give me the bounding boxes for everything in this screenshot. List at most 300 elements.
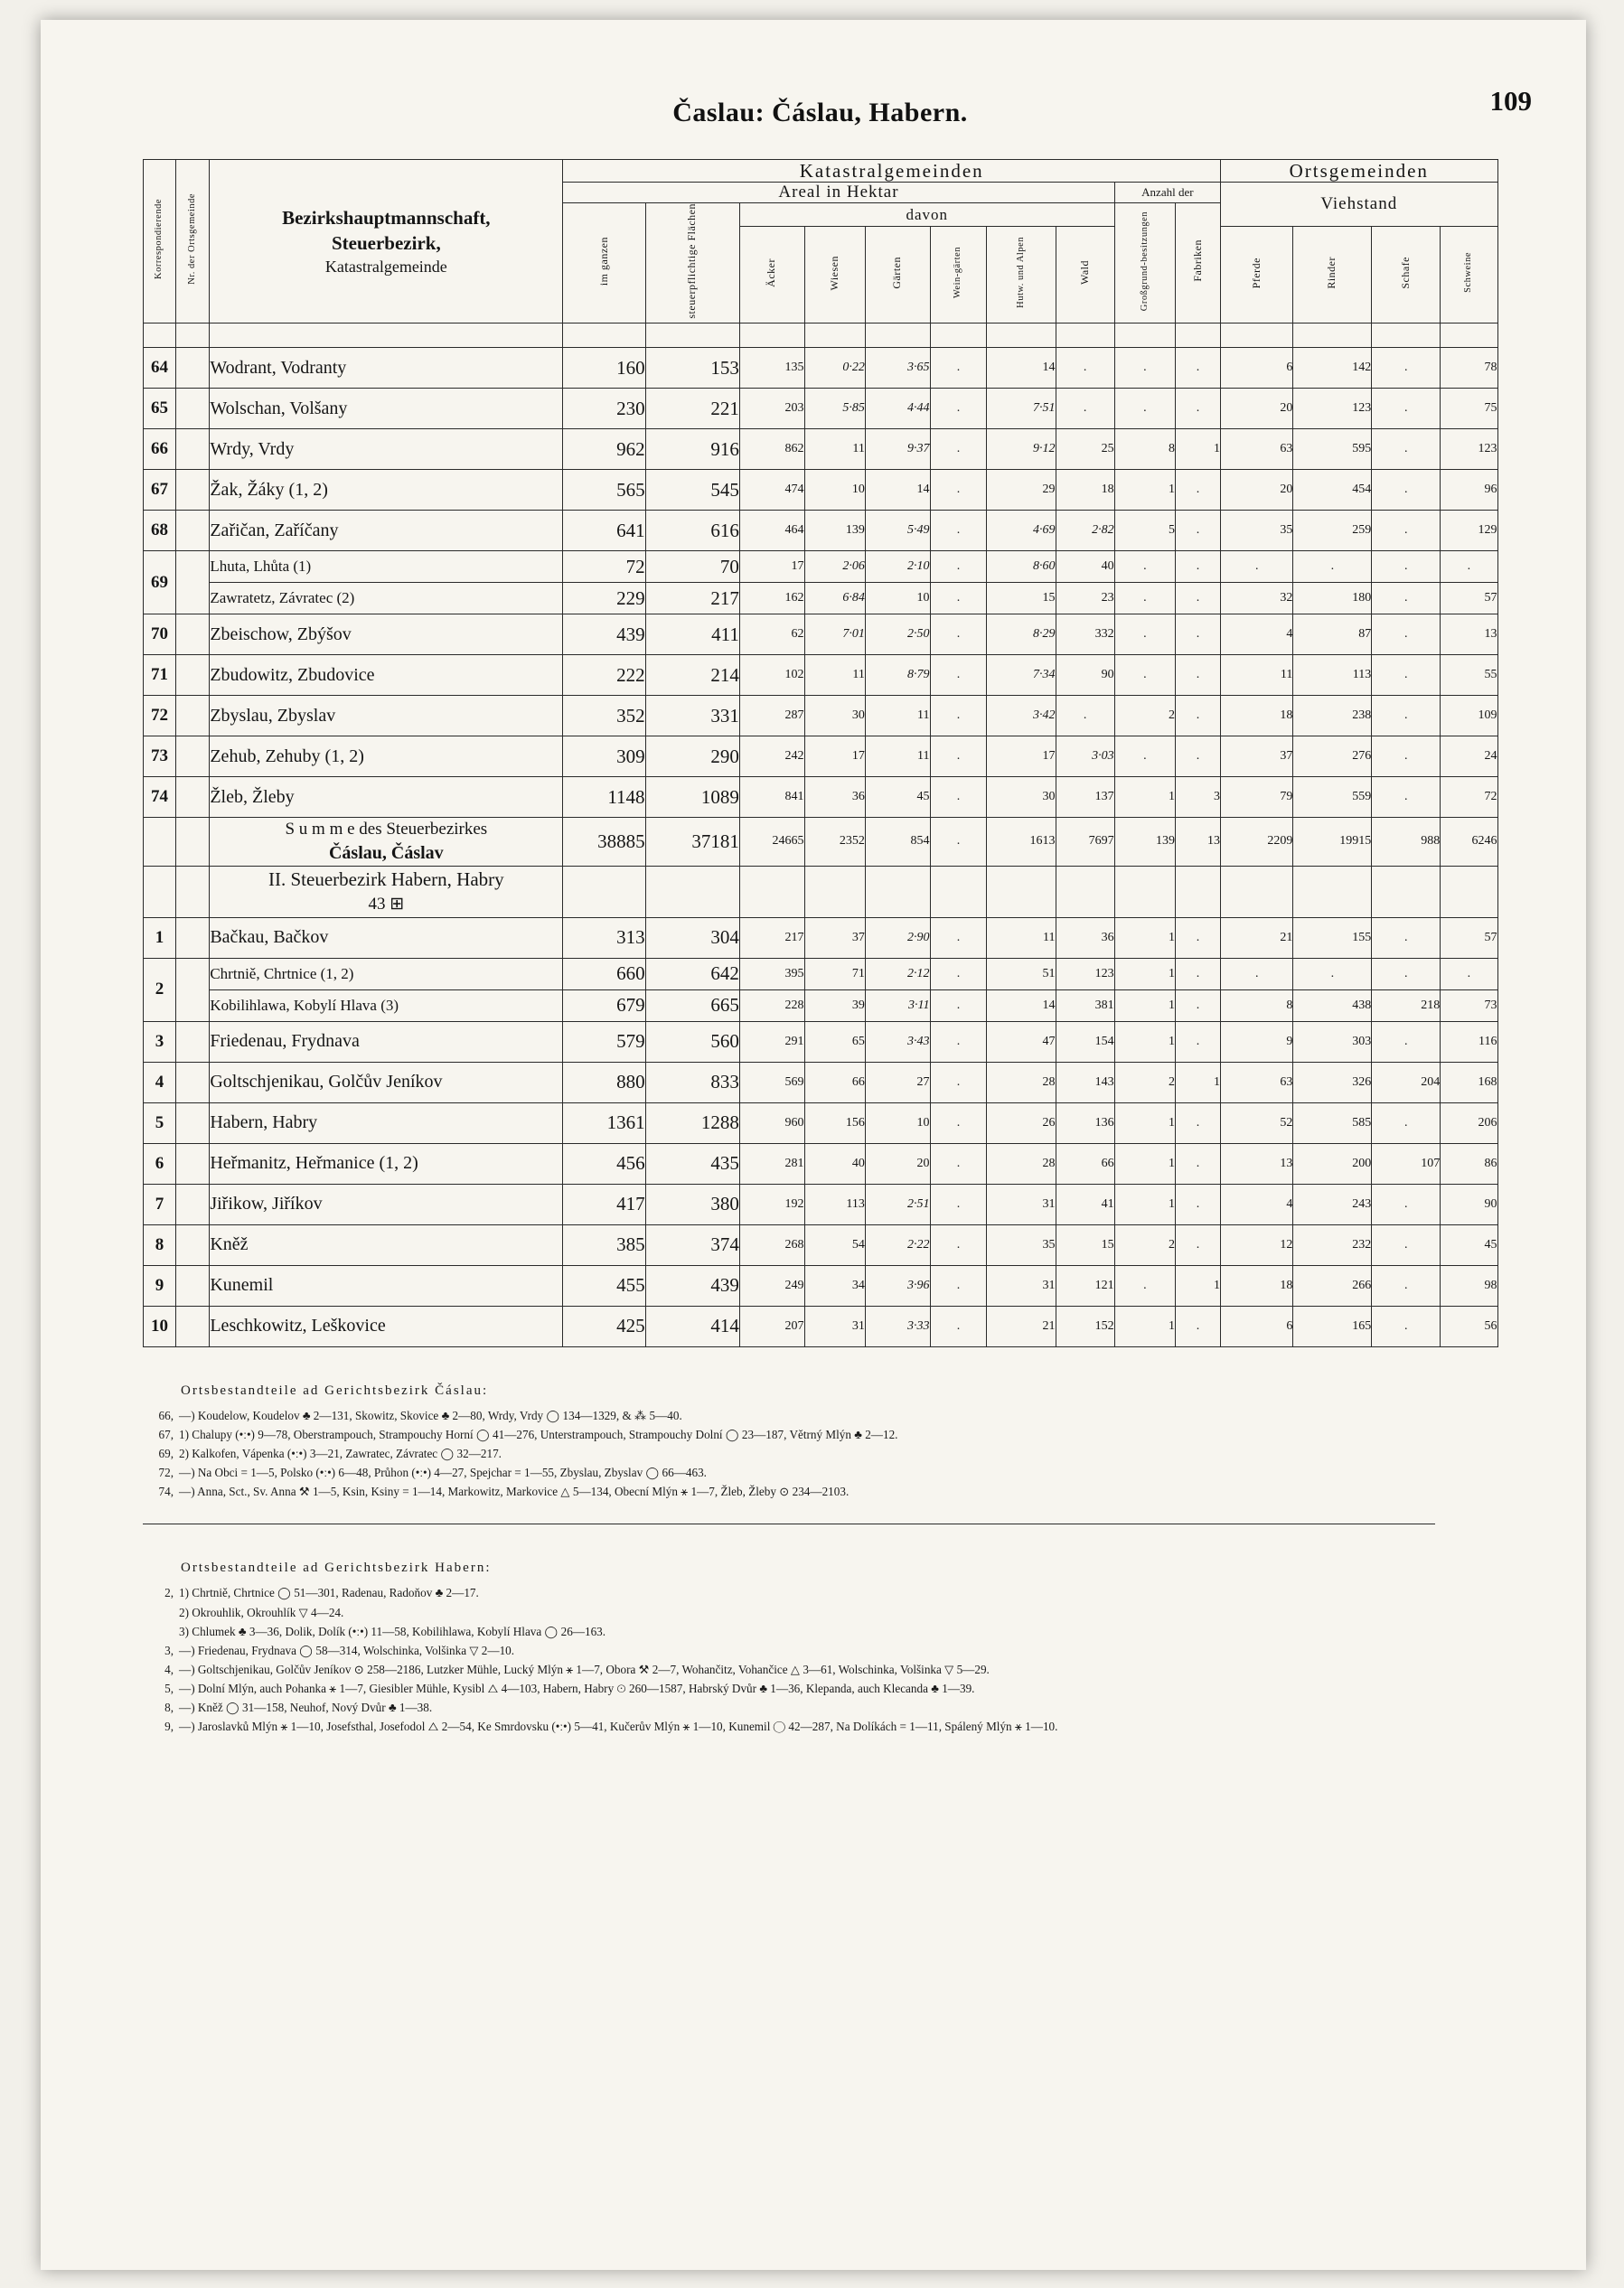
note-text: —) Friedenau, Frydnava ◯ 58—314, Wolschinka, Volšinka ▽ 2—10. (179, 1643, 515, 1657)
row-value-8: 2 (1114, 1062, 1175, 1102)
row-value-13: 56 (1441, 1306, 1497, 1346)
table-row (143, 614, 1497, 655)
row-value-5: . (930, 1102, 987, 1143)
header-pferde: Pferde (1221, 227, 1293, 324)
row-value-4: 4·44 (865, 389, 930, 429)
row-value-6: 15 (987, 583, 1056, 614)
row-value-9: . (1175, 470, 1220, 511)
row-municipality-name: Wolschan, Volšany (210, 389, 563, 429)
section-blank (865, 866, 930, 917)
row-value-9: . (1175, 389, 1220, 429)
summe-val-9: 13 (1175, 818, 1220, 867)
row-value-7: 152 (1056, 1306, 1114, 1346)
row-value-10: 8 (1221, 989, 1293, 1021)
row-value-1: 221 (645, 389, 739, 429)
row-number-orts (176, 1184, 210, 1224)
row-value-6: 31 (987, 1265, 1056, 1306)
row-value-10: 79 (1221, 777, 1293, 818)
header-schweine: Schweine (1441, 227, 1497, 324)
spacer-cell (930, 324, 987, 348)
header-grossgrundbesitz: Großgrund-besitzungen (1114, 202, 1175, 323)
row-value-12: . (1372, 348, 1441, 389)
row-municipality-name: Friedenau, Frydnava (210, 1021, 563, 1062)
row-value-11: . (1293, 551, 1372, 583)
row-value-8: 1 (1114, 1102, 1175, 1143)
row-value-11: 113 (1293, 655, 1372, 696)
spacer-cell (1114, 324, 1175, 348)
row-municipality-name: Kněž (210, 1224, 563, 1265)
spacer-cell (143, 324, 176, 348)
row-value-11: 259 (1293, 511, 1372, 551)
row-value-5: . (930, 1224, 987, 1265)
row-value-11: 232 (1293, 1224, 1372, 1265)
row-value-5: . (930, 696, 987, 736)
section-heading-row (143, 866, 1497, 917)
note-line (143, 1464, 1435, 1481)
summe-nr-cell (143, 818, 176, 867)
row-value-8: . (1114, 736, 1175, 777)
header-gaerten: Gärten (865, 227, 930, 324)
note-text: 3) Chlumek ♣ 3—36, Dolik, Dolík (•ː•) 11—58, Kobilihlawa, Kobylí Hlava ◯ 26—163. (179, 1624, 606, 1638)
row-value-12: . (1372, 696, 1441, 736)
row-value-2: 228 (739, 989, 804, 1021)
note-index: 3, (164, 1643, 174, 1657)
row-value-10: 4 (1221, 614, 1293, 655)
row-value-10: 6 (1221, 1306, 1293, 1346)
row-value-7: 154 (1056, 1021, 1114, 1062)
row-value-10: 20 (1221, 470, 1293, 511)
row-value-7: 2·82 (1056, 511, 1114, 551)
row-value-9: . (1175, 551, 1220, 583)
row-number-orts (176, 470, 210, 511)
note-text: —) Na Obci = 1—5, Polsko (•ː•) 6—48, Průhon (•ː•) 4—27, Spejchar = 1—55, Zbyslau, Zbyslav ◯ 66—463. (179, 1466, 707, 1480)
row-value-13: 73 (1441, 989, 1497, 1021)
row-value-5: . (930, 511, 987, 551)
row-value-1: 374 (645, 1224, 739, 1265)
row-value-8: 2 (1114, 696, 1175, 736)
row-value-12: . (1372, 1265, 1441, 1306)
row-value-11: 142 (1293, 348, 1372, 389)
row-value-8: 1 (1114, 917, 1175, 958)
header-wiesen: Wiesen (804, 227, 865, 324)
row-number-orts (176, 348, 210, 389)
row-value-5: . (930, 583, 987, 614)
row-value-0: 425 (563, 1306, 645, 1346)
section-blank (1221, 866, 1293, 917)
row-value-8: 1 (1114, 989, 1175, 1021)
row-value-0: 160 (563, 348, 645, 389)
row-value-6: 47 (987, 1021, 1056, 1062)
section-blank (563, 866, 645, 917)
row-value-6: 9·12 (987, 429, 1056, 470)
row-value-11: 165 (1293, 1306, 1372, 1346)
row-value-0: 229 (563, 583, 645, 614)
section-nr2-cell (176, 866, 210, 917)
row-municipality-name: Žak, Žáky (1, 2) (210, 470, 563, 511)
row-value-0: 455 (563, 1265, 645, 1306)
row-value-4: 2·90 (865, 917, 930, 958)
row-value-13: 75 (1441, 389, 1497, 429)
row-value-12: 107 (1372, 1143, 1441, 1184)
row-value-11: 87 (1293, 614, 1372, 655)
row-municipality-name: Žleb, Žleby (210, 777, 563, 818)
spacer-cell (563, 324, 645, 348)
row-value-5: . (930, 1021, 987, 1062)
row-value-4: 3·96 (865, 1265, 930, 1306)
row-value-0: 309 (563, 736, 645, 777)
row-value-3: 113 (804, 1184, 865, 1224)
row-value-0: 417 (563, 1184, 645, 1224)
folio-number: 109 (1489, 85, 1532, 117)
row-value-12: . (1372, 583, 1441, 614)
row-value-8: 1 (1114, 1184, 1175, 1224)
row-value-12: . (1372, 1224, 1441, 1265)
row-value-10: 13 (1221, 1143, 1293, 1184)
row-value-10: 12 (1221, 1224, 1293, 1265)
spacer-cell (865, 324, 930, 348)
row-value-3: 0·22 (804, 348, 865, 389)
row-number-orts (176, 1143, 210, 1184)
row-value-1: 642 (645, 958, 739, 989)
row-value-2: 62 (739, 614, 804, 655)
header-weingaerten: Wein-gärten (930, 227, 987, 324)
spacer-cell (1221, 324, 1293, 348)
row-value-7: 123 (1056, 958, 1114, 989)
row-value-13: 206 (1441, 1102, 1497, 1143)
row-number-korresp: 7 (143, 1184, 176, 1224)
table-row (143, 917, 1497, 958)
row-value-2: 960 (739, 1102, 804, 1143)
summe-val-2: 24665 (739, 818, 804, 867)
row-value-4: 2·22 (865, 1224, 930, 1265)
table-spacer-row (143, 324, 1497, 348)
section-blank (804, 866, 865, 917)
row-value-0: 565 (563, 470, 645, 511)
row-number-korresp: 5 (143, 1102, 176, 1143)
row-value-4: 5·49 (865, 511, 930, 551)
note-index: 9, (164, 1720, 174, 1734)
row-value-2: 217 (739, 917, 804, 958)
row-value-11: 123 (1293, 389, 1372, 429)
row-number-korresp: 3 (143, 1021, 176, 1062)
row-value-7: 41 (1056, 1184, 1114, 1224)
row-number-korresp: 68 (143, 511, 176, 551)
row-value-8: . (1114, 614, 1175, 655)
row-value-12: . (1372, 1184, 1441, 1224)
row-value-7: 136 (1056, 1102, 1114, 1143)
row-value-1: 304 (645, 917, 739, 958)
row-value-9: 3 (1175, 777, 1220, 818)
row-value-5: . (930, 1306, 987, 1346)
row-value-6: 4·69 (987, 511, 1056, 551)
row-value-0: 456 (563, 1143, 645, 1184)
row-value-8: 1 (1114, 777, 1175, 818)
summe-val-0: 38885 (563, 818, 645, 867)
summe-val-10: 2209 (1221, 818, 1293, 867)
row-value-13: 72 (1441, 777, 1497, 818)
row-value-10: . (1221, 551, 1293, 583)
note-line (143, 1718, 1435, 1735)
row-value-13: 168 (1441, 1062, 1497, 1102)
row-value-2: 162 (739, 583, 804, 614)
row-value-8: . (1114, 551, 1175, 583)
row-number-orts (176, 614, 210, 655)
row-value-12: . (1372, 1306, 1441, 1346)
summe-val-13: 6246 (1441, 818, 1497, 867)
row-value-4: 11 (865, 736, 930, 777)
table-row (143, 1265, 1497, 1306)
row-value-13: 57 (1441, 583, 1497, 614)
row-value-3: 65 (804, 1021, 865, 1062)
row-value-2: 862 (739, 429, 804, 470)
row-value-7: 381 (1056, 989, 1114, 1021)
note-index: 74, (158, 1485, 174, 1499)
section-blank (1441, 866, 1497, 917)
table-row (143, 389, 1497, 429)
note-line (143, 1426, 1435, 1443)
row-value-2: 291 (739, 1021, 804, 1062)
row-value-3: 34 (804, 1265, 865, 1306)
row-value-6: 26 (987, 1102, 1056, 1143)
row-value-4: 2·51 (865, 1184, 930, 1224)
header-hutweiden: Hutw. und Alpen (987, 227, 1056, 324)
row-value-10: 6 (1221, 348, 1293, 389)
row-number-orts (176, 1102, 210, 1143)
row-municipality-name: Zbudowitz, Zbudovice (210, 655, 563, 696)
row-number-korresp: 2 (143, 958, 176, 1021)
note-index: 66, (158, 1408, 174, 1422)
table-body-habern (143, 917, 1497, 1346)
row-value-3: 10 (804, 470, 865, 511)
row-value-0: 660 (563, 958, 645, 989)
row-value-6: 21 (987, 1306, 1056, 1346)
row-number-korresp: 66 (143, 429, 176, 470)
row-value-12: . (1372, 389, 1441, 429)
row-value-0: 222 (563, 655, 645, 696)
row-number-orts (176, 655, 210, 696)
table-header-row-1 (143, 160, 1497, 183)
row-municipality-name: Bačkau, Bačkov (210, 917, 563, 958)
row-value-12: . (1372, 777, 1441, 818)
row-value-8: . (1114, 583, 1175, 614)
summe-label: S u m m e des Steuerbezirkes Čáslau, Čáslav (210, 818, 563, 867)
page-content (90, 47, 1550, 2243)
row-value-4: 14 (865, 470, 930, 511)
note-text: 2) Okrouhlik, Okrouhlík ▽ 4—24. (179, 1605, 344, 1619)
row-value-6: 8·60 (987, 551, 1056, 583)
row-number-orts (176, 1062, 210, 1102)
row-value-6: 31 (987, 1184, 1056, 1224)
row-value-12: . (1372, 736, 1441, 777)
row-value-5: . (930, 470, 987, 511)
row-value-0: 679 (563, 989, 645, 1021)
row-number-korresp: 8 (143, 1224, 176, 1265)
row-value-12: . (1372, 470, 1441, 511)
note-line (143, 1661, 1435, 1678)
row-value-1: 916 (645, 429, 739, 470)
running-head: Časlau: Čáslau, Habern. (672, 98, 968, 127)
row-municipality-name: Wodrant, Vodranty (210, 348, 563, 389)
summe-val-11: 19915 (1293, 818, 1372, 867)
row-municipality-name: Zařičan, Zaříčany (210, 511, 563, 551)
row-value-1: 331 (645, 696, 739, 736)
row-value-6: 51 (987, 958, 1056, 989)
row-value-0: 72 (563, 551, 645, 583)
note-line (143, 1407, 1435, 1424)
row-value-1: 217 (645, 583, 739, 614)
notes-caslau-list (143, 1407, 1435, 1501)
row-value-5: . (930, 1184, 987, 1224)
row-value-1: 616 (645, 511, 739, 551)
row-value-8: . (1114, 389, 1175, 429)
row-value-9: . (1175, 1143, 1220, 1184)
note-text: 2) Kalkofen, Vápenka (•ː•) 3—21, Zawratec, Závratec ◯ 32—217. (179, 1447, 502, 1461)
row-value-12: . (1372, 917, 1441, 958)
row-value-3: 11 (804, 429, 865, 470)
table-row (143, 1143, 1497, 1184)
row-value-6: 7·34 (987, 655, 1056, 696)
row-number-korresp: 69 (143, 551, 176, 614)
row-value-1: 70 (645, 551, 739, 583)
spacer-cell (739, 324, 804, 348)
table-row (143, 777, 1497, 818)
section-blank (645, 866, 739, 917)
row-value-0: 352 (563, 696, 645, 736)
row-value-12: . (1372, 655, 1441, 696)
row-municipality-name: Zawratetz, Závratec (2) (210, 583, 563, 614)
statistics-table (143, 159, 1498, 1347)
row-number-orts (176, 958, 210, 1021)
row-municipality-name: Jiřikow, Jiříkov (210, 1184, 563, 1224)
row-value-1: 439 (645, 1265, 739, 1306)
row-value-6: 14 (987, 348, 1056, 389)
row-value-4: 3·33 (865, 1306, 930, 1346)
row-value-13: . (1441, 958, 1497, 989)
header-group-katastralgemeinden: Katastralgemeinden (563, 160, 1221, 183)
header-steuerpflichtige: steuerpflichtige Flächen (645, 202, 739, 323)
row-municipality-name: Goltschjenikau, Golčův Jeníkov (210, 1062, 563, 1102)
row-value-0: 1148 (563, 777, 645, 818)
row-value-12: . (1372, 1021, 1441, 1062)
spacer-cell (645, 324, 739, 348)
row-value-13: 13 (1441, 614, 1497, 655)
row-value-0: 1361 (563, 1102, 645, 1143)
summe-val-6: 1613 (987, 818, 1056, 867)
row-value-3: 139 (804, 511, 865, 551)
row-value-3: 30 (804, 696, 865, 736)
row-value-5: . (930, 777, 987, 818)
spacer-cell (1175, 324, 1220, 348)
row-value-0: 880 (563, 1062, 645, 1102)
row-value-9: . (1175, 1021, 1220, 1062)
row-number-korresp: 72 (143, 696, 176, 736)
row-value-7: 121 (1056, 1265, 1114, 1306)
row-value-11: 238 (1293, 696, 1372, 736)
row-value-5: . (930, 429, 987, 470)
row-value-13: 78 (1441, 348, 1497, 389)
table-row (143, 511, 1497, 551)
row-value-10: . (1221, 958, 1293, 989)
row-value-4: 45 (865, 777, 930, 818)
row-municipality-name: Lhuta, Lhůta (1) (210, 551, 563, 583)
row-value-13: 123 (1441, 429, 1497, 470)
row-value-13: 24 (1441, 736, 1497, 777)
row-value-7: 15 (1056, 1224, 1114, 1265)
section-blank (1293, 866, 1372, 917)
row-value-7: . (1056, 348, 1114, 389)
row-value-1: 411 (645, 614, 739, 655)
row-municipality-name: Zehub, Zehuby (1, 2) (210, 736, 563, 777)
row-value-7: 18 (1056, 470, 1114, 511)
row-value-10: 52 (1221, 1102, 1293, 1143)
row-number-korresp: 64 (143, 348, 176, 389)
row-number-korresp: 65 (143, 389, 176, 429)
row-value-5: . (930, 917, 987, 958)
row-municipality-name: Leschkowitz, Leškovice (210, 1306, 563, 1346)
summe-nr2-cell (176, 818, 210, 867)
row-value-4: 3·11 (865, 989, 930, 1021)
note-index: 5, (164, 1682, 174, 1696)
note-text: —) Jaroslavků Mlýn ⚹ 1—10, Josefsthal, Josefodol △ 2—54, Ke Smrdovsku (•ː•) 5—41, Kučerův Mlýn ⚹ 1—10, Kunemil ◯ 42—287, Na Dolíkách = 1—11, Spálený Mlýn ⚹ 1—10. (179, 1720, 1058, 1734)
row-value-3: 31 (804, 1306, 865, 1346)
row-value-8: 1 (1114, 1306, 1175, 1346)
notes-habern-title: Ortsbestandteile ad Gerichtsbezirk Habern: (181, 1561, 492, 1576)
header-viehstand: Viehstand (1221, 183, 1497, 227)
row-value-13: 109 (1441, 696, 1497, 736)
row-value-9: . (1175, 989, 1220, 1021)
row-value-5: . (930, 989, 987, 1021)
row-number-korresp: 4 (143, 1062, 176, 1102)
table-row (143, 696, 1497, 736)
row-number-orts (176, 696, 210, 736)
row-value-3: 7·01 (804, 614, 865, 655)
section-blank (1372, 866, 1441, 917)
row-value-0: 641 (563, 511, 645, 551)
table-row (143, 470, 1497, 511)
row-value-7: 90 (1056, 655, 1114, 696)
row-value-13: 116 (1441, 1021, 1497, 1062)
row-value-10: 35 (1221, 511, 1293, 551)
row-number-korresp: 74 (143, 777, 176, 818)
note-line (143, 1584, 1435, 1601)
row-value-1: 214 (645, 655, 739, 696)
row-value-1: 290 (645, 736, 739, 777)
row-value-3: 71 (804, 958, 865, 989)
summe-val-7: 7697 (1056, 818, 1114, 867)
header-wald: Wald (1056, 227, 1114, 324)
section-blank (739, 866, 804, 917)
row-value-9: . (1175, 917, 1220, 958)
row-number-korresp: 6 (143, 1143, 176, 1184)
row-value-4: 2·10 (865, 551, 930, 583)
header-anzahl: Anzahl der (1114, 183, 1220, 203)
row-number-korresp: 70 (143, 614, 176, 655)
row-value-0: 439 (563, 614, 645, 655)
row-value-1: 560 (645, 1021, 739, 1062)
row-value-8: 1 (1114, 470, 1175, 511)
row-value-2: 464 (739, 511, 804, 551)
row-value-12: . (1372, 614, 1441, 655)
row-value-6: 8·29 (987, 614, 1056, 655)
row-value-12: . (1372, 958, 1441, 989)
row-number-orts (176, 917, 210, 958)
row-value-6: 28 (987, 1062, 1056, 1102)
row-value-3: 2·06 (804, 551, 865, 583)
notes-habern (143, 1561, 1435, 1735)
table-row (143, 583, 1497, 614)
row-number-korresp: 10 (143, 1306, 176, 1346)
table-row (143, 1224, 1497, 1265)
